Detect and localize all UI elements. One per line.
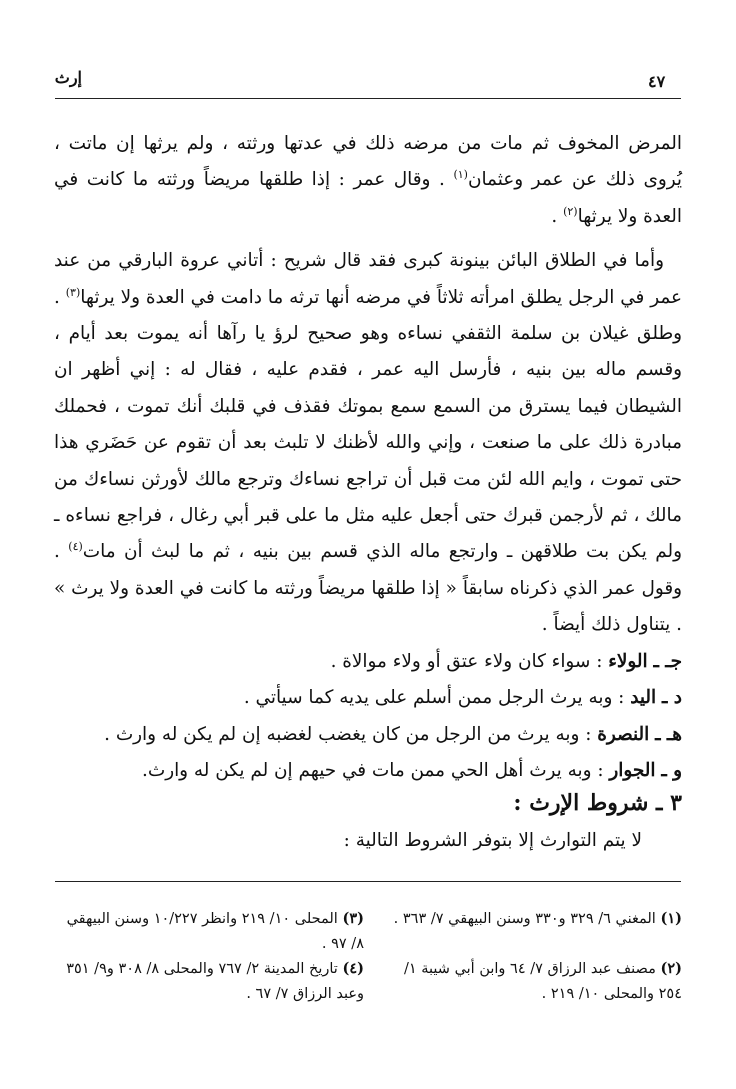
footnote-text: مصنف عبد الرزاق ٧/ ٦٤ وابن أبي شيبة ١/ ٢٥٤ والمحلى ١٠/ ٢١٩ . (403, 961, 682, 1002)
section-heading: ٣ ـ شروط الإرث : (513, 790, 682, 816)
paragraph-2-text-b: . وطلق غيلان بن سلمة الثقفي نساءه وهو صحيح لرؤ يا رآها أنه يموت بعد أيام ، وقسم ماله بين بنيه ، فأرسل اليه عمر ، فقدم عليه ، فقال له : إني أظهر ان الشيطان فيما يسترق من السمع سمع بموتك فقذف في قلبك أنك تموت ، فحملك مبادرة ذلك على ما صنعت ، وإني والله لأظنك لا تلبث بعد أن تقوم عن حَضَري هذا حتى تموت ، وايم الله لئن مت قبل أن تراجع نساءك وترجع مالك لأورثن نساءك من مالك ، ثم لأرجمن قبرك حتى أجعل عليه مثل ما على قبر أبي رغال ، فراجع نساءه ـ ولم يكن بت طلاقهن ـ وارتجع ماله الذي قسم بين بنيه ، ثم ما لبث أن مات (54, 286, 682, 563)
list-item-marker: و ـ (661, 760, 682, 782)
footnote-ref-1: (١) (453, 168, 468, 182)
paragraph-1-text-b: . وقال عمر : إذا طلقها مريضاً ورثته ما كانت في العدة ولا يرثها (54, 169, 682, 227)
list-item-term: اليد (630, 687, 657, 709)
footnote-text: المحلى ١٠/ ٢١٩ وانظر ١٠/٢٢٧ وسنن البيهقي ٨/ ٩٧ . (66, 911, 364, 952)
footnote-text: المغني ٦/ ٣٢٩ و٣٣٠ وسنن البيهقي ٧/ ٣٦٣ . (393, 911, 656, 927)
footnote-ref-4: (٤) (68, 540, 83, 554)
list-item-text: : وبه يرث الرجل ممن أسلم على يديه كما سيأتي . (243, 687, 631, 709)
list-item-text: : وبه يرث أهل الحي ممن مات في حيهم إن لم يكن له وارث. (142, 760, 610, 782)
body-text (54, 126, 682, 644)
list-item-text: : سواء كان ولاء عتق أو ولاء موالاة . (330, 651, 609, 672)
footnote-ref-3: (٣) (65, 285, 81, 299)
inheritance-causes-list (54, 644, 682, 790)
footnote-4 (64, 956, 364, 1007)
footnote-3 (64, 906, 364, 957)
running-header-title: إرث (54, 68, 82, 87)
footnote-id: (٤) (342, 960, 364, 977)
paragraph-1 (54, 126, 682, 235)
list-item-marker: هـ ـ (655, 723, 682, 745)
list-item (54, 753, 682, 789)
list-item-term: الجوار (609, 760, 656, 782)
list-item (54, 680, 682, 716)
footnote-2 (382, 956, 682, 1007)
footnote-id: (٢) (660, 960, 682, 977)
list-item-marker: د ـ (662, 687, 682, 709)
footnote-text: تاريخ المدينة ٢/ ٧٦٧ والمحلى ٨/ ٣٠٨ و٩/ ٣٥١ وعبد الرزاق ٧/ ٦٧ . (66, 961, 364, 1002)
list-item-term: الولاء (608, 651, 648, 672)
paragraph-1-text-c: . (551, 205, 564, 227)
footnote-ref-2: (٢) (563, 204, 578, 218)
section-text: لا يتم التوارث إلا بتوفر الشروط التالية : (343, 830, 642, 851)
footnote-id: (١) (660, 910, 682, 927)
header-divider (55, 98, 681, 99)
footnote-1 (382, 906, 682, 932)
list-item-term: النصرة (597, 723, 650, 745)
paragraph-1-text-a: المرض المخوف ثم مات من مرضه ذلك في عدتها ورثته ، ولم يرثها إن ماتت ، يُروى ذلك عن عمر وعثمان (54, 133, 682, 191)
list-item-text: : وبه يرث من الرجل من كان يغضب لغضبه إن لم يكن له وارث . (104, 723, 598, 745)
paragraph-2-text-c: . وقول عمر الذي ذكرناه سابقاً « إذا طلقها مريضاً ورثته ما كانت في العدة ولا يرث » . يتناول ذلك أيضاً . (54, 541, 682, 636)
list-item (54, 717, 682, 753)
paragraph-2-text-a: وأما في الطلاق البائن بينونة كبرى فقد قال شريح : أتاني عروة البارقي من عند عمر في الرجل يطلق امرأته ثلاثاً في مرضه أنها ترثه ما دامت في العدة ولا يرثها (54, 250, 682, 308)
page-number: ٤٧ (648, 72, 666, 91)
list-item (54, 644, 682, 680)
list-item-marker: جـ ـ (653, 651, 682, 672)
paragraph-2 (54, 243, 682, 643)
footnote-divider (55, 881, 681, 882)
footnote-id: (٣) (342, 910, 364, 927)
